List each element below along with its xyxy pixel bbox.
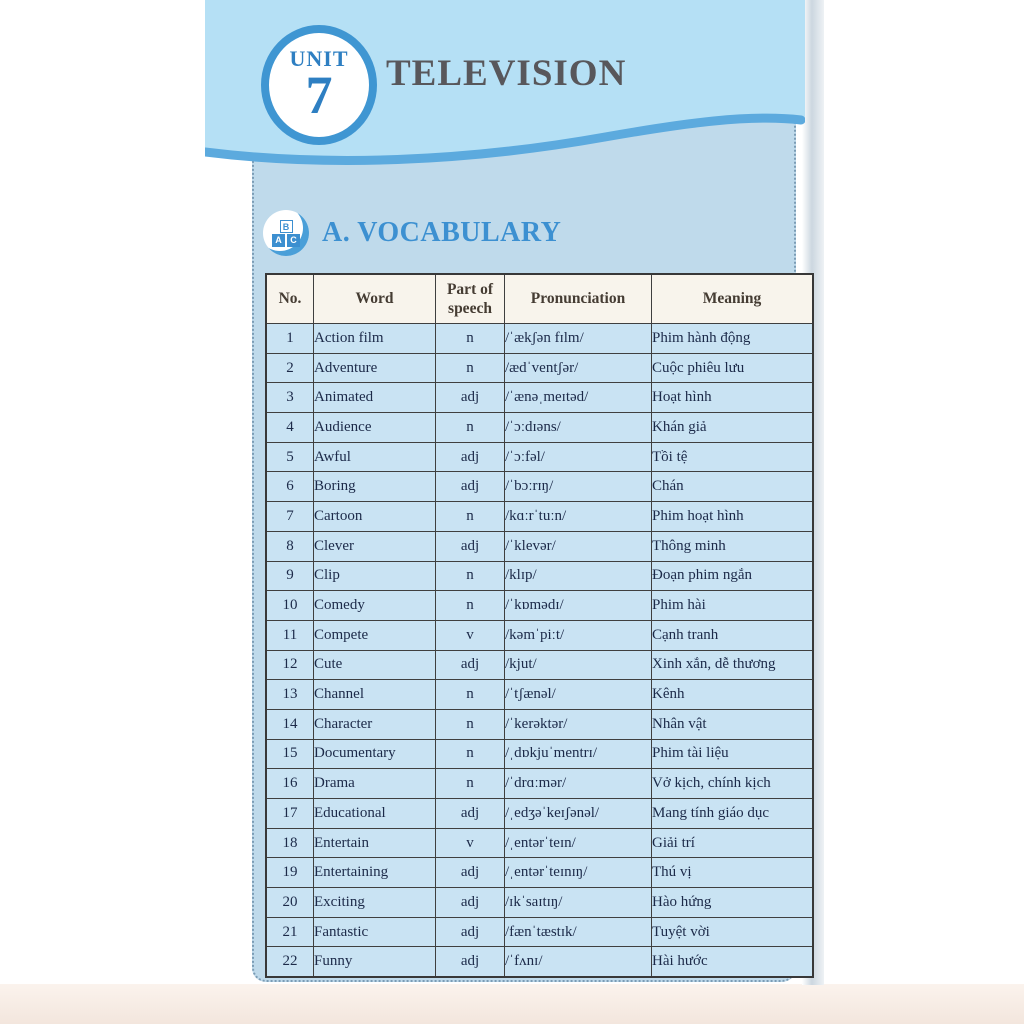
cell-pron: /ˈkɒmədɪ/ [505, 591, 652, 621]
cell-no: 20 [266, 888, 314, 918]
cell-meaning: Hài hước [652, 947, 814, 977]
cell-meaning: Cuộc phiêu lưu [652, 353, 814, 383]
cell-word: Fantastic [314, 917, 436, 947]
column-header-pos: Part of speech [436, 274, 505, 324]
cell-meaning: Chán [652, 472, 814, 502]
cell-pron: /ˈfʌnɪ/ [505, 947, 652, 977]
vocabulary-section-header [263, 210, 561, 256]
cell-no: 11 [266, 620, 314, 650]
cell-word: Action film [314, 324, 436, 354]
cell-no: 4 [266, 413, 314, 443]
cell-no: 12 [266, 650, 314, 680]
table-header-row [266, 274, 813, 324]
column-header-pron: Pronunciation [505, 274, 652, 324]
section-heading: A. VOCABULARY [322, 217, 562, 248]
cell-meaning: Xinh xắn, dễ thương [652, 650, 814, 680]
cell-no: 1 [266, 324, 314, 354]
cell-word: Audience [314, 413, 436, 443]
cell-no: 3 [266, 383, 314, 413]
cell-no: 19 [266, 858, 314, 888]
cell-pron: /ˌdɒkjuˈmentrɪ/ [505, 739, 652, 769]
cell-meaning: Giải trí [652, 828, 814, 858]
cell-pos: n [436, 502, 505, 532]
table-row [266, 413, 813, 443]
cell-word: Exciting [314, 888, 436, 918]
cell-pron: /ɪkˈsaɪtɪŋ/ [505, 888, 652, 918]
vocabulary-table [265, 273, 814, 978]
block-letter-a: A [272, 234, 285, 247]
cell-pos: adj [436, 383, 505, 413]
table-row [266, 502, 813, 532]
cell-no: 5 [266, 442, 314, 472]
table-row [266, 828, 813, 858]
table-row [266, 709, 813, 739]
cell-no: 8 [266, 531, 314, 561]
cell-word: Animated [314, 383, 436, 413]
cell-pron: /ˌentərˈteɪnɪŋ/ [505, 858, 652, 888]
cell-meaning: Thú vị [652, 858, 814, 888]
cell-word: Cartoon [314, 502, 436, 532]
cell-pron: /ˈænəˌmeɪtəd/ [505, 383, 652, 413]
cell-meaning: Khán giả [652, 413, 814, 443]
table-row [266, 947, 813, 977]
cell-pron: /ˈɔːfəl/ [505, 442, 652, 472]
cell-word: Documentary [314, 739, 436, 769]
table-row [266, 531, 813, 561]
table-row [266, 858, 813, 888]
cell-word: Awful [314, 442, 436, 472]
cell-pos: adj [436, 947, 505, 977]
cell-pron: /ædˈventʃər/ [505, 353, 652, 383]
cell-no: 7 [266, 502, 314, 532]
cell-meaning: Hào hứng [652, 888, 814, 918]
column-header-meaning: Meaning [652, 274, 814, 324]
table-row [266, 353, 813, 383]
cell-no: 2 [266, 353, 314, 383]
cell-pron: /ˈækʃən fɪlm/ [505, 324, 652, 354]
table-row [266, 917, 813, 947]
cell-pos: v [436, 620, 505, 650]
table-row [266, 591, 813, 621]
cell-pron: /kɑːrˈtuːn/ [505, 502, 652, 532]
cell-meaning: Phim tài liệu [652, 739, 814, 769]
cell-word: Boring [314, 472, 436, 502]
table-row [266, 769, 813, 799]
cell-pos: adj [436, 917, 505, 947]
cell-no: 9 [266, 561, 314, 591]
table-row [266, 799, 813, 829]
cell-pos: n [436, 353, 505, 383]
cell-pron: /klɪp/ [505, 561, 652, 591]
cell-pos: n [436, 591, 505, 621]
cell-meaning: Vở kịch, chính kịch [652, 769, 814, 799]
table-row [266, 680, 813, 710]
cell-meaning: Đoạn phim ngắn [652, 561, 814, 591]
table-row [266, 472, 813, 502]
cell-word: Educational [314, 799, 436, 829]
table-row [266, 739, 813, 769]
cell-pron: /ˌedʒəˈkeɪʃənəl/ [505, 799, 652, 829]
alphabet-blocks-icon [263, 210, 309, 256]
cell-word: Clever [314, 531, 436, 561]
cell-word: Channel [314, 680, 436, 710]
cell-pron: /ˈklevər/ [505, 531, 652, 561]
cell-word: Clip [314, 561, 436, 591]
cell-no: 22 [266, 947, 314, 977]
cell-word: Entertaining [314, 858, 436, 888]
cell-meaning: Phim hành động [652, 324, 814, 354]
cell-word: Comedy [314, 591, 436, 621]
cell-pos: n [436, 561, 505, 591]
unit-number: 7 [305, 65, 333, 126]
cell-no: 13 [266, 680, 314, 710]
cell-pos: v [436, 828, 505, 858]
cell-no: 6 [266, 472, 314, 502]
cell-pron: /ˈdrɑːmər/ [505, 769, 652, 799]
cell-no: 14 [266, 709, 314, 739]
page-title: TELEVISION [386, 53, 627, 94]
cell-meaning: Kênh [652, 680, 814, 710]
cell-pos: adj [436, 650, 505, 680]
unit-badge [261, 25, 377, 145]
cell-word: Adventure [314, 353, 436, 383]
cell-pron: /fænˈtæstɪk/ [505, 917, 652, 947]
cell-meaning: Cạnh tranh [652, 620, 814, 650]
cell-pron: /ˈkerəktər/ [505, 709, 652, 739]
cell-pron: /ˌentərˈteɪn/ [505, 828, 652, 858]
block-letter-c: C [287, 234, 300, 247]
cell-pron: /ˈɔːdɪəns/ [505, 413, 652, 443]
cell-meaning: Nhân vật [652, 709, 814, 739]
cell-pos: adj [436, 858, 505, 888]
cell-pos: n [436, 324, 505, 354]
cell-pos: n [436, 680, 505, 710]
cell-meaning: Tồi tệ [652, 442, 814, 472]
table-row [266, 888, 813, 918]
unit-label: UNIT [289, 46, 349, 72]
cell-pos: n [436, 709, 505, 739]
cell-pos: adj [436, 472, 505, 502]
cell-pos: adj [436, 888, 505, 918]
block-letter-b: B [280, 220, 293, 233]
table-row [266, 383, 813, 413]
cell-pos: adj [436, 442, 505, 472]
cell-pos: n [436, 413, 505, 443]
cell-meaning: Mang tính giáo dục [652, 799, 814, 829]
cell-meaning: Hoạt hình [652, 383, 814, 413]
cell-no: 21 [266, 917, 314, 947]
cell-meaning: Tuyệt vời [652, 917, 814, 947]
table-row [266, 620, 813, 650]
cell-no: 17 [266, 799, 314, 829]
cell-no: 10 [266, 591, 314, 621]
cell-word: Compete [314, 620, 436, 650]
cell-pron: /ˈbɔːrɪŋ/ [505, 472, 652, 502]
cell-word: Cute [314, 650, 436, 680]
cell-word: Entertain [314, 828, 436, 858]
column-header-word: Word [314, 274, 436, 324]
table-row [266, 650, 813, 680]
cell-word: Funny [314, 947, 436, 977]
cell-no: 15 [266, 739, 314, 769]
cell-no: 18 [266, 828, 314, 858]
cell-pos: adj [436, 799, 505, 829]
cell-no: 16 [266, 769, 314, 799]
table-row [266, 442, 813, 472]
table-row [266, 561, 813, 591]
cell-meaning: Thông minh [652, 531, 814, 561]
photo-bottom-strip [0, 984, 1024, 1024]
cell-pron: /kjut/ [505, 650, 652, 680]
cell-pos: adj [436, 531, 505, 561]
column-header-no: No. [266, 274, 314, 324]
table-row [266, 324, 813, 354]
cell-word: Drama [314, 769, 436, 799]
cell-pron: /kəmˈpiːt/ [505, 620, 652, 650]
cell-word: Character [314, 709, 436, 739]
cell-pos: n [436, 739, 505, 769]
cell-meaning: Phim hoạt hình [652, 502, 814, 532]
cell-meaning: Phim hài [652, 591, 814, 621]
cell-pron: /ˈtʃænəl/ [505, 680, 652, 710]
cell-pos: n [436, 769, 505, 799]
